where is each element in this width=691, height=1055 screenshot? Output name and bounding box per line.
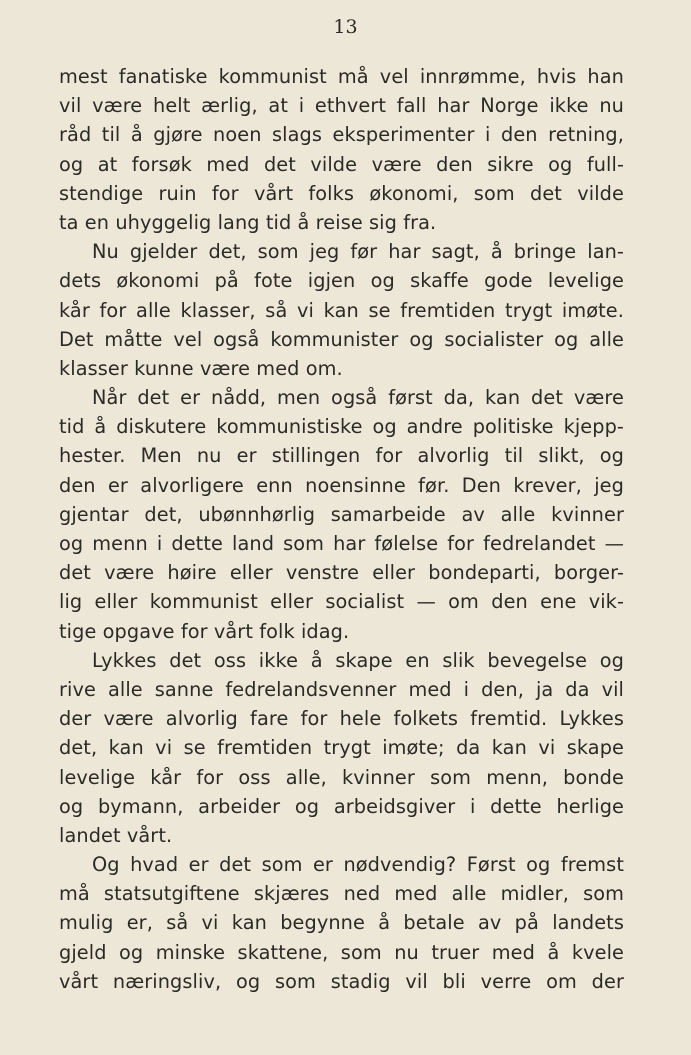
text-line: må statsutgiftene skjæres ned med alle midler, som	[59, 882, 624, 906]
text-line: Det måtte vel også kommunister og socialister og alle	[59, 327, 624, 351]
text-line: Nu gjelder det, som jeg før har sagt, å bringe lan-	[92, 240, 624, 264]
text-line: Og hvad er det som er nødvendig? Først og fremst	[92, 853, 624, 877]
text-line: Når det er nådd, men også først da, kan det være	[92, 386, 624, 410]
text-line: mest fanatiske kommunist må vel innrømme, hvis han	[59, 65, 624, 88]
text-line: det, kan vi se fremtiden trygt imøte; da kan vi skape	[59, 736, 624, 760]
paragraph	[59, 850, 624, 996]
text-line: gjentar det, ubønnhørlig samarbeide av alle kvinner	[59, 502, 624, 526]
paragraph	[59, 646, 624, 850]
text-line: hester. Men nu er stillingen for alvorlig til slikt, og	[59, 444, 624, 468]
paragraph	[59, 383, 624, 646]
text-line: klasser kunne være med om.	[59, 356, 343, 380]
text-line: landet vårt.	[59, 823, 173, 847]
body-text	[59, 62, 624, 996]
text-line: lig eller kommunist eller socialist — om den ene vik-	[59, 590, 624, 614]
text-line: tige opgave for vårt folk idag.	[59, 619, 350, 643]
text-line: vil være helt ærlig, at i ethvert fall har Norge ikke nu	[59, 94, 624, 118]
text-line: ta en uhyggelig lang tid å reise sig fra.	[59, 210, 437, 234]
text-line: Lykkes det oss ikke å skape en slik bevegelse og	[92, 648, 624, 672]
text-line: kår for alle klasser, så vi kan se fremtiden trygt imøte.	[59, 298, 624, 322]
text-line: tid å diskutere kommunistiske og andre politiske kjepp-	[59, 415, 624, 439]
text-line: der være alvorlig fare for hele folkets fremtid. Lykkes	[59, 707, 624, 731]
text-line: stendige ruin for vårt folks økonomi, som det vilde	[59, 181, 624, 205]
text-line: den er alvorligere enn noensinne før. Den krever, jeg	[59, 473, 624, 497]
text-line: rive alle sanne fedrelandsvenner med i den, ja da vil	[59, 677, 624, 701]
text-line: gjeld og minske skattene, som nu truer med å kvele	[59, 940, 624, 964]
text-line: og at forsøk med det vilde være den sikre og full-	[59, 152, 624, 176]
text-line: dets økonomi på fote igjen og skaffe gode levelige	[59, 269, 624, 293]
text-line: råd til å gjøre noen slags eksperimenter i den retning,	[59, 123, 624, 147]
paragraph	[59, 62, 624, 237]
text-line: og menn i dette land som har følelse for fedrelandet —	[59, 532, 624, 555]
text-line: det være høire eller venstre eller bondeparti, borger-	[59, 561, 624, 585]
page-number: 13	[333, 16, 358, 38]
text-line: mulig er, så vi kan begynne å betale av på landets	[59, 911, 624, 935]
text-line: levelige kår for oss alle, kvinner som menn, bonde	[59, 765, 624, 789]
text-line: og bymann, arbeider og arbeidsgiver i dette herlige	[59, 794, 624, 818]
text-line: vårt næringsliv, og som stadig vil bli verre om der	[59, 969, 624, 993]
paragraph	[59, 237, 624, 383]
